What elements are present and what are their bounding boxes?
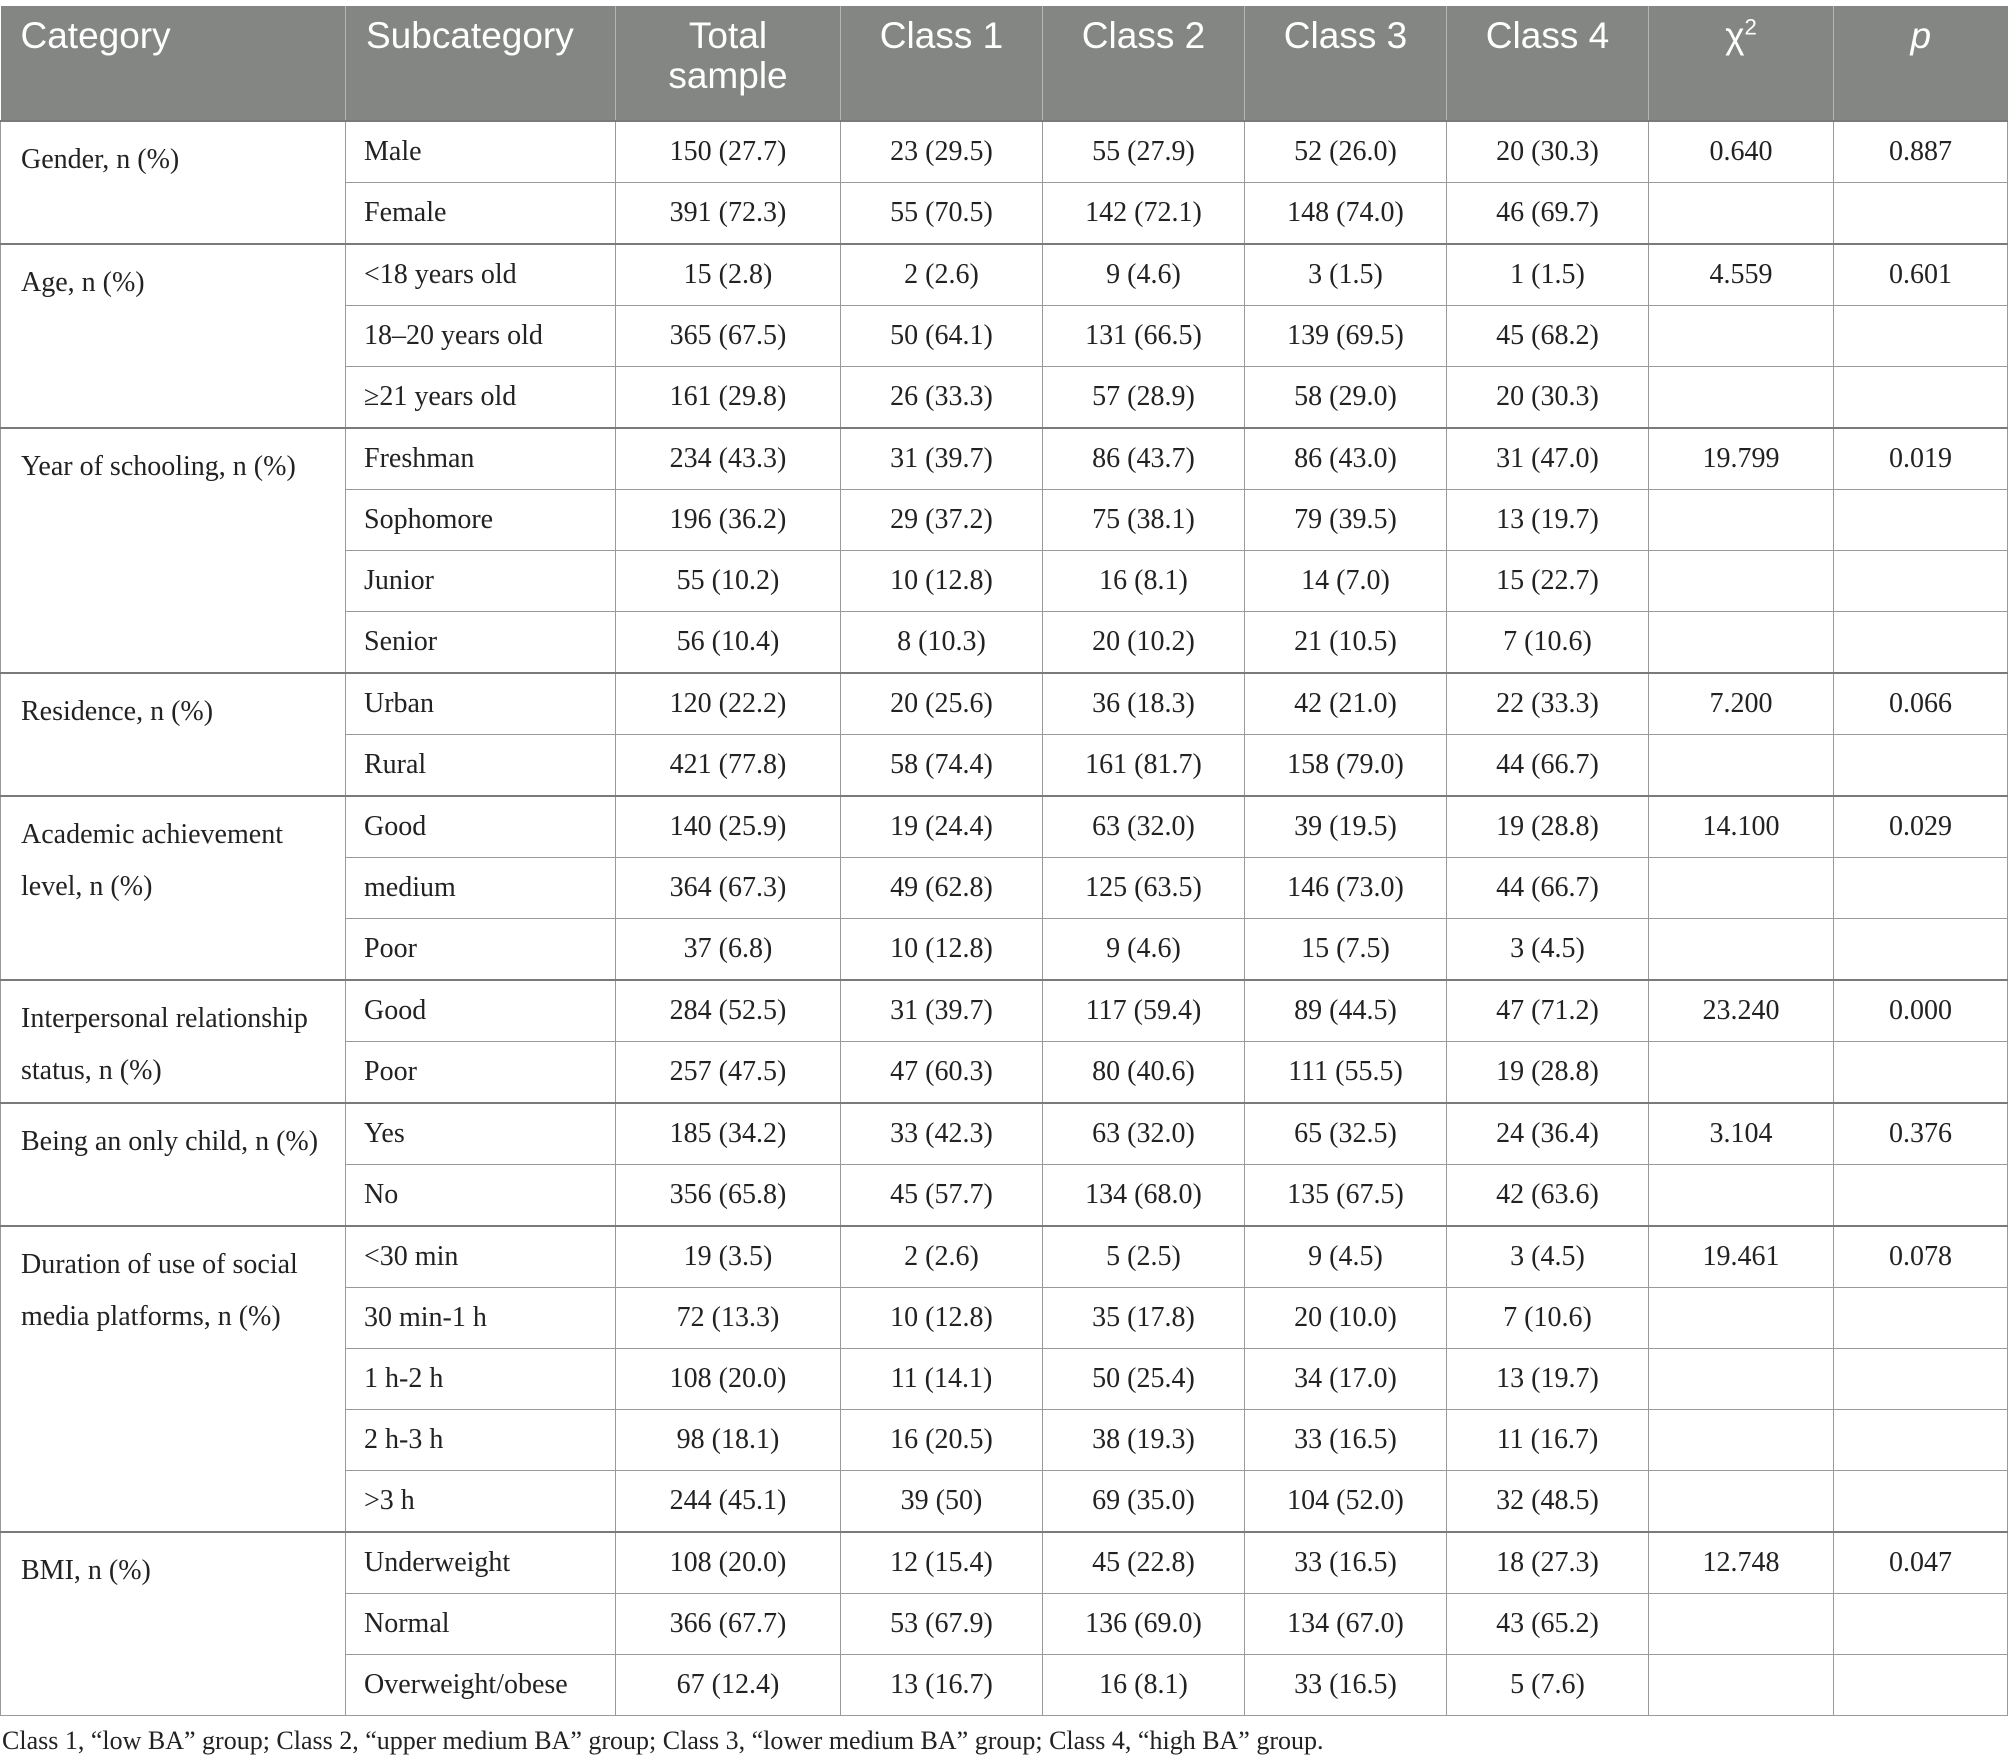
class3-cell: 39 (19.5) <box>1245 796 1447 858</box>
chi-square-cell: 3.104 <box>1649 1103 1834 1165</box>
class1-cell: 26 (33.3) <box>841 367 1043 429</box>
total-cell: 421 (77.8) <box>616 735 841 797</box>
chi-square-cell: 23.240 <box>1649 980 1834 1042</box>
chi-square-cell: 19.461 <box>1649 1226 1834 1288</box>
p-value-cell: 0.601 <box>1834 244 2008 306</box>
table-row <box>1 244 2008 306</box>
total-cell: 185 (34.2) <box>616 1103 841 1165</box>
total-cell: 161 (29.8) <box>616 367 841 429</box>
subcategory-cell: Poor <box>346 919 616 981</box>
total-cell: 67 (12.4) <box>616 1655 841 1716</box>
chi-square-cell: 0.640 <box>1649 121 1834 183</box>
total-cell: 72 (13.3) <box>616 1288 841 1349</box>
p-value-cell: 0.066 <box>1834 673 2008 735</box>
header-p-value: p <box>1834 6 2008 121</box>
class3-cell: 58 (29.0) <box>1245 367 1447 429</box>
class3-cell: 148 (74.0) <box>1245 183 1447 245</box>
class1-cell: 39 (50) <box>841 1471 1043 1533</box>
category-cell: Being an only child, n (%) <box>1 1103 346 1226</box>
class3-cell: 42 (21.0) <box>1245 673 1447 735</box>
class4-cell: 1 (1.5) <box>1447 244 1649 306</box>
class3-cell: 14 (7.0) <box>1245 551 1447 612</box>
class4-cell: 13 (19.7) <box>1447 490 1649 551</box>
class4-cell: 47 (71.2) <box>1447 980 1649 1042</box>
class4-cell: 22 (33.3) <box>1447 673 1649 735</box>
total-cell: 150 (27.7) <box>616 121 841 183</box>
table-footnote: Class 1, “low BA” group; Class 2, “upper medium BA” group; Class 3, “lower medium BA” group; Class 4, “high BA” group. <box>2 1726 1324 1755</box>
chi-square-cell <box>1649 1165 1834 1227</box>
table-row <box>1 1103 2008 1165</box>
class4-cell: 18 (27.3) <box>1447 1532 1649 1594</box>
chi-square-cell <box>1649 1288 1834 1349</box>
class3-cell: 104 (52.0) <box>1245 1471 1447 1533</box>
subcategory-cell: Yes <box>346 1103 616 1165</box>
class2-cell: 134 (68.0) <box>1043 1165 1245 1227</box>
class3-cell: 158 (79.0) <box>1245 735 1447 797</box>
chi-square-cell <box>1649 183 1834 245</box>
class3-cell: 111 (55.5) <box>1245 1042 1447 1104</box>
class1-cell: 12 (15.4) <box>841 1532 1043 1594</box>
class1-cell: 33 (42.3) <box>841 1103 1043 1165</box>
class2-cell: 142 (72.1) <box>1043 183 1245 245</box>
class2-cell: 86 (43.7) <box>1043 428 1245 490</box>
p-value-cell <box>1834 1410 2008 1471</box>
subcategory-cell: ≥21 years old <box>346 367 616 429</box>
subcategory-cell: Good <box>346 796 616 858</box>
chi-square-cell <box>1649 490 1834 551</box>
subcategory-cell: Senior <box>346 612 616 674</box>
total-cell: 140 (25.9) <box>616 796 841 858</box>
subcategory-cell: <18 years old <box>346 244 616 306</box>
class4-cell: 20 (30.3) <box>1447 367 1649 429</box>
p-value-cell <box>1834 1471 2008 1533</box>
total-cell: 244 (45.1) <box>616 1471 841 1533</box>
class2-cell: 75 (38.1) <box>1043 490 1245 551</box>
p-value-cell: 0.047 <box>1834 1532 2008 1594</box>
subcategory-cell: Female <box>346 183 616 245</box>
header-chi-sup: 2 <box>1744 14 1757 40</box>
total-cell: 364 (67.3) <box>616 858 841 919</box>
class2-cell: 117 (59.4) <box>1043 980 1245 1042</box>
class2-cell: 38 (19.3) <box>1043 1410 1245 1471</box>
class1-cell: 29 (37.2) <box>841 490 1043 551</box>
class2-cell: 136 (69.0) <box>1043 1594 1245 1655</box>
category-cell: BMI, n (%) <box>1 1532 346 1716</box>
class4-cell: 46 (69.7) <box>1447 183 1649 245</box>
subcategory-cell: Freshman <box>346 428 616 490</box>
p-value-cell <box>1834 367 2008 429</box>
class4-cell: 3 (4.5) <box>1447 1226 1649 1288</box>
table-row <box>1 1532 2008 1594</box>
class1-cell: 13 (16.7) <box>841 1655 1043 1716</box>
chi-square-cell <box>1649 306 1834 367</box>
class2-cell: 9 (4.6) <box>1043 919 1245 981</box>
total-cell: 391 (72.3) <box>616 183 841 245</box>
class3-cell: 139 (69.5) <box>1245 306 1447 367</box>
class3-cell: 15 (7.5) <box>1245 919 1447 981</box>
category-cell: Year of schooling, n (%) <box>1 428 346 673</box>
p-value-cell <box>1834 735 2008 797</box>
class2-cell: 57 (28.9) <box>1043 367 1245 429</box>
class3-cell: 33 (16.5) <box>1245 1655 1447 1716</box>
table-row <box>1 1226 2008 1288</box>
subcategory-cell: 18–20 years old <box>346 306 616 367</box>
class1-cell: 55 (70.5) <box>841 183 1043 245</box>
class4-cell: 19 (28.8) <box>1447 796 1649 858</box>
category-cell: Residence, n (%) <box>1 673 346 796</box>
table-body <box>1 121 2008 1716</box>
subcategory-cell: Normal <box>346 1594 616 1655</box>
p-value-cell <box>1834 183 2008 245</box>
p-value-cell: 0.887 <box>1834 121 2008 183</box>
header-class1: Class 1 <box>841 6 1043 121</box>
class2-cell: 20 (10.2) <box>1043 612 1245 674</box>
class1-cell: 47 (60.3) <box>841 1042 1043 1104</box>
class4-cell: 42 (63.6) <box>1447 1165 1649 1227</box>
class3-cell: 20 (10.0) <box>1245 1288 1447 1349</box>
total-cell: 284 (52.5) <box>616 980 841 1042</box>
class4-cell: 44 (66.7) <box>1447 735 1649 797</box>
p-value-cell <box>1834 858 2008 919</box>
subcategory-cell: 2 h-3 h <box>346 1410 616 1471</box>
class3-cell: 134 (67.0) <box>1245 1594 1447 1655</box>
class1-cell: 31 (39.7) <box>841 980 1043 1042</box>
header-row <box>1 6 2008 121</box>
class3-cell: 21 (10.5) <box>1245 612 1447 674</box>
total-cell: 55 (10.2) <box>616 551 841 612</box>
class3-cell: 86 (43.0) <box>1245 428 1447 490</box>
p-value-cell <box>1834 1655 2008 1716</box>
class3-cell: 79 (39.5) <box>1245 490 1447 551</box>
chi-square-cell <box>1649 858 1834 919</box>
class2-cell: 80 (40.6) <box>1043 1042 1245 1104</box>
subcategory-cell: Overweight/obese <box>346 1655 616 1716</box>
class3-cell: 3 (1.5) <box>1245 244 1447 306</box>
p-value-cell <box>1834 1594 2008 1655</box>
header-total-sample <box>616 6 841 121</box>
subcategory-cell: Underweight <box>346 1532 616 1594</box>
chi-square-cell <box>1649 612 1834 674</box>
class4-cell: 32 (48.5) <box>1447 1471 1649 1533</box>
class4-cell: 3 (4.5) <box>1447 919 1649 981</box>
subcategory-cell: <30 min <box>346 1226 616 1288</box>
class3-cell: 52 (26.0) <box>1245 121 1447 183</box>
total-cell: 257 (47.5) <box>616 1042 841 1104</box>
chi-square-cell <box>1649 1471 1834 1533</box>
class1-cell: 10 (12.8) <box>841 919 1043 981</box>
class4-cell: 7 (10.6) <box>1447 1288 1649 1349</box>
p-value-cell: 0.029 <box>1834 796 2008 858</box>
class4-cell: 45 (68.2) <box>1447 306 1649 367</box>
category-cell: Academic achievement level, n (%) <box>1 796 346 980</box>
p-value-cell <box>1834 551 2008 612</box>
demographics-table <box>0 6 2008 1716</box>
chi-square-cell: 12.748 <box>1649 1532 1834 1594</box>
class1-cell: 8 (10.3) <box>841 612 1043 674</box>
chi-square-cell <box>1649 1349 1834 1410</box>
chi-square-cell <box>1649 735 1834 797</box>
total-cell: 15 (2.8) <box>616 244 841 306</box>
class2-cell: 9 (4.6) <box>1043 244 1245 306</box>
class1-cell: 58 (74.4) <box>841 735 1043 797</box>
header-category: Category <box>1 6 346 121</box>
class2-cell: 63 (32.0) <box>1043 796 1245 858</box>
class4-cell: 7 (10.6) <box>1447 612 1649 674</box>
table-row <box>1 428 2008 490</box>
header-class4: Class 4 <box>1447 6 1649 121</box>
class2-cell: 161 (81.7) <box>1043 735 1245 797</box>
category-cell: Interpersonal relationship status, n (%) <box>1 980 346 1103</box>
class2-cell: 5 (2.5) <box>1043 1226 1245 1288</box>
class4-cell: 13 (19.7) <box>1447 1349 1649 1410</box>
subcategory-cell: medium <box>346 858 616 919</box>
class1-cell: 19 (24.4) <box>841 796 1043 858</box>
p-value-cell: 0.019 <box>1834 428 2008 490</box>
class2-cell: 69 (35.0) <box>1043 1471 1245 1533</box>
chi-square-cell <box>1649 919 1834 981</box>
chi-square-cell <box>1649 1594 1834 1655</box>
total-cell: 56 (10.4) <box>616 612 841 674</box>
class3-cell: 33 (16.5) <box>1245 1410 1447 1471</box>
class2-cell: 125 (63.5) <box>1043 858 1245 919</box>
class1-cell: 2 (2.6) <box>841 244 1043 306</box>
header-total-line1: Total <box>688 15 768 56</box>
p-value-cell: 0.000 <box>1834 980 2008 1042</box>
class1-cell: 45 (57.7) <box>841 1165 1043 1227</box>
class1-cell: 50 (64.1) <box>841 306 1043 367</box>
class1-cell: 16 (20.5) <box>841 1410 1043 1471</box>
p-value-cell <box>1834 1349 2008 1410</box>
p-value-cell <box>1834 1165 2008 1227</box>
class1-cell: 53 (67.9) <box>841 1594 1043 1655</box>
table-row <box>1 796 2008 858</box>
total-cell: 234 (43.3) <box>616 428 841 490</box>
subcategory-cell: Rural <box>346 735 616 797</box>
total-cell: 108 (20.0) <box>616 1349 841 1410</box>
subcategory-cell: Good <box>346 980 616 1042</box>
class1-cell: 10 (12.8) <box>841 551 1043 612</box>
class1-cell: 11 (14.1) <box>841 1349 1043 1410</box>
class4-cell: 20 (30.3) <box>1447 121 1649 183</box>
header-chi-square <box>1649 6 1834 121</box>
p-value-cell <box>1834 919 2008 981</box>
chi-square-cell: 7.200 <box>1649 673 1834 735</box>
subcategory-cell: Poor <box>346 1042 616 1104</box>
class3-cell: 146 (73.0) <box>1245 858 1447 919</box>
p-value-cell <box>1834 306 2008 367</box>
total-cell: 196 (36.2) <box>616 490 841 551</box>
class2-cell: 55 (27.9) <box>1043 121 1245 183</box>
subcategory-cell: Male <box>346 121 616 183</box>
category-cell: Gender, n (%) <box>1 121 346 244</box>
table-row <box>1 121 2008 183</box>
table-row <box>1 673 2008 735</box>
class2-cell: 35 (17.8) <box>1043 1288 1245 1349</box>
table-row <box>1 980 2008 1042</box>
class1-cell: 23 (29.5) <box>841 121 1043 183</box>
total-cell: 366 (67.7) <box>616 1594 841 1655</box>
class2-cell: 36 (18.3) <box>1043 673 1245 735</box>
subcategory-cell: Urban <box>346 673 616 735</box>
header-total-line2: sample <box>668 55 788 96</box>
p-value-cell <box>1834 490 2008 551</box>
category-cell: Duration of use of social media platforms, n (%) <box>1 1226 346 1532</box>
chi-square-cell <box>1649 1410 1834 1471</box>
chi-square-cell: 4.559 <box>1649 244 1834 306</box>
class3-cell: 65 (32.5) <box>1245 1103 1447 1165</box>
total-cell: 37 (6.8) <box>616 919 841 981</box>
total-cell: 108 (20.0) <box>616 1532 841 1594</box>
header-subcategory: Subcategory <box>346 6 616 121</box>
header-chi-base: χ <box>1725 15 1745 56</box>
subcategory-cell: Sophomore <box>346 490 616 551</box>
class4-cell: 5 (7.6) <box>1447 1655 1649 1716</box>
class4-cell: 24 (36.4) <box>1447 1103 1649 1165</box>
total-cell: 365 (67.5) <box>616 306 841 367</box>
total-cell: 19 (3.5) <box>616 1226 841 1288</box>
class2-cell: 16 (8.1) <box>1043 551 1245 612</box>
class4-cell: 43 (65.2) <box>1447 1594 1649 1655</box>
class4-cell: 19 (28.8) <box>1447 1042 1649 1104</box>
p-value-cell: 0.078 <box>1834 1226 2008 1288</box>
total-cell: 120 (22.2) <box>616 673 841 735</box>
p-value-cell <box>1834 612 2008 674</box>
class4-cell: 44 (66.7) <box>1447 858 1649 919</box>
header-class3: Class 3 <box>1245 6 1447 121</box>
class3-cell: 9 (4.5) <box>1245 1226 1447 1288</box>
chi-square-cell <box>1649 1042 1834 1104</box>
subcategory-cell: >3 h <box>346 1471 616 1533</box>
chi-square-cell: 14.100 <box>1649 796 1834 858</box>
class2-cell: 45 (22.8) <box>1043 1532 1245 1594</box>
class2-cell: 50 (25.4) <box>1043 1349 1245 1410</box>
subcategory-cell: No <box>346 1165 616 1227</box>
class1-cell: 2 (2.6) <box>841 1226 1043 1288</box>
chi-square-cell: 19.799 <box>1649 428 1834 490</box>
class3-cell: 135 (67.5) <box>1245 1165 1447 1227</box>
chi-square-cell <box>1649 367 1834 429</box>
header-class2: Class 2 <box>1043 6 1245 121</box>
subcategory-cell: 1 h-2 h <box>346 1349 616 1410</box>
class1-cell: 10 (12.8) <box>841 1288 1043 1349</box>
class1-cell: 31 (39.7) <box>841 428 1043 490</box>
p-value-cell: 0.376 <box>1834 1103 2008 1165</box>
class2-cell: 63 (32.0) <box>1043 1103 1245 1165</box>
total-cell: 98 (18.1) <box>616 1410 841 1471</box>
category-cell: Age, n (%) <box>1 244 346 428</box>
p-value-cell <box>1834 1288 2008 1349</box>
class1-cell: 20 (25.6) <box>841 673 1043 735</box>
chi-square-cell <box>1649 1655 1834 1716</box>
chi-square-cell <box>1649 551 1834 612</box>
class4-cell: 11 (16.7) <box>1447 1410 1649 1471</box>
class3-cell: 89 (44.5) <box>1245 980 1447 1042</box>
p-value-cell <box>1834 1042 2008 1104</box>
total-cell: 356 (65.8) <box>616 1165 841 1227</box>
subcategory-cell: 30 min-1 h <box>346 1288 616 1349</box>
subcategory-cell: Junior <box>346 551 616 612</box>
class3-cell: 33 (16.5) <box>1245 1532 1447 1594</box>
class3-cell: 34 (17.0) <box>1245 1349 1447 1410</box>
class2-cell: 131 (66.5) <box>1043 306 1245 367</box>
class4-cell: 31 (47.0) <box>1447 428 1649 490</box>
class1-cell: 49 (62.8) <box>841 858 1043 919</box>
class4-cell: 15 (22.7) <box>1447 551 1649 612</box>
class2-cell: 16 (8.1) <box>1043 1655 1245 1716</box>
